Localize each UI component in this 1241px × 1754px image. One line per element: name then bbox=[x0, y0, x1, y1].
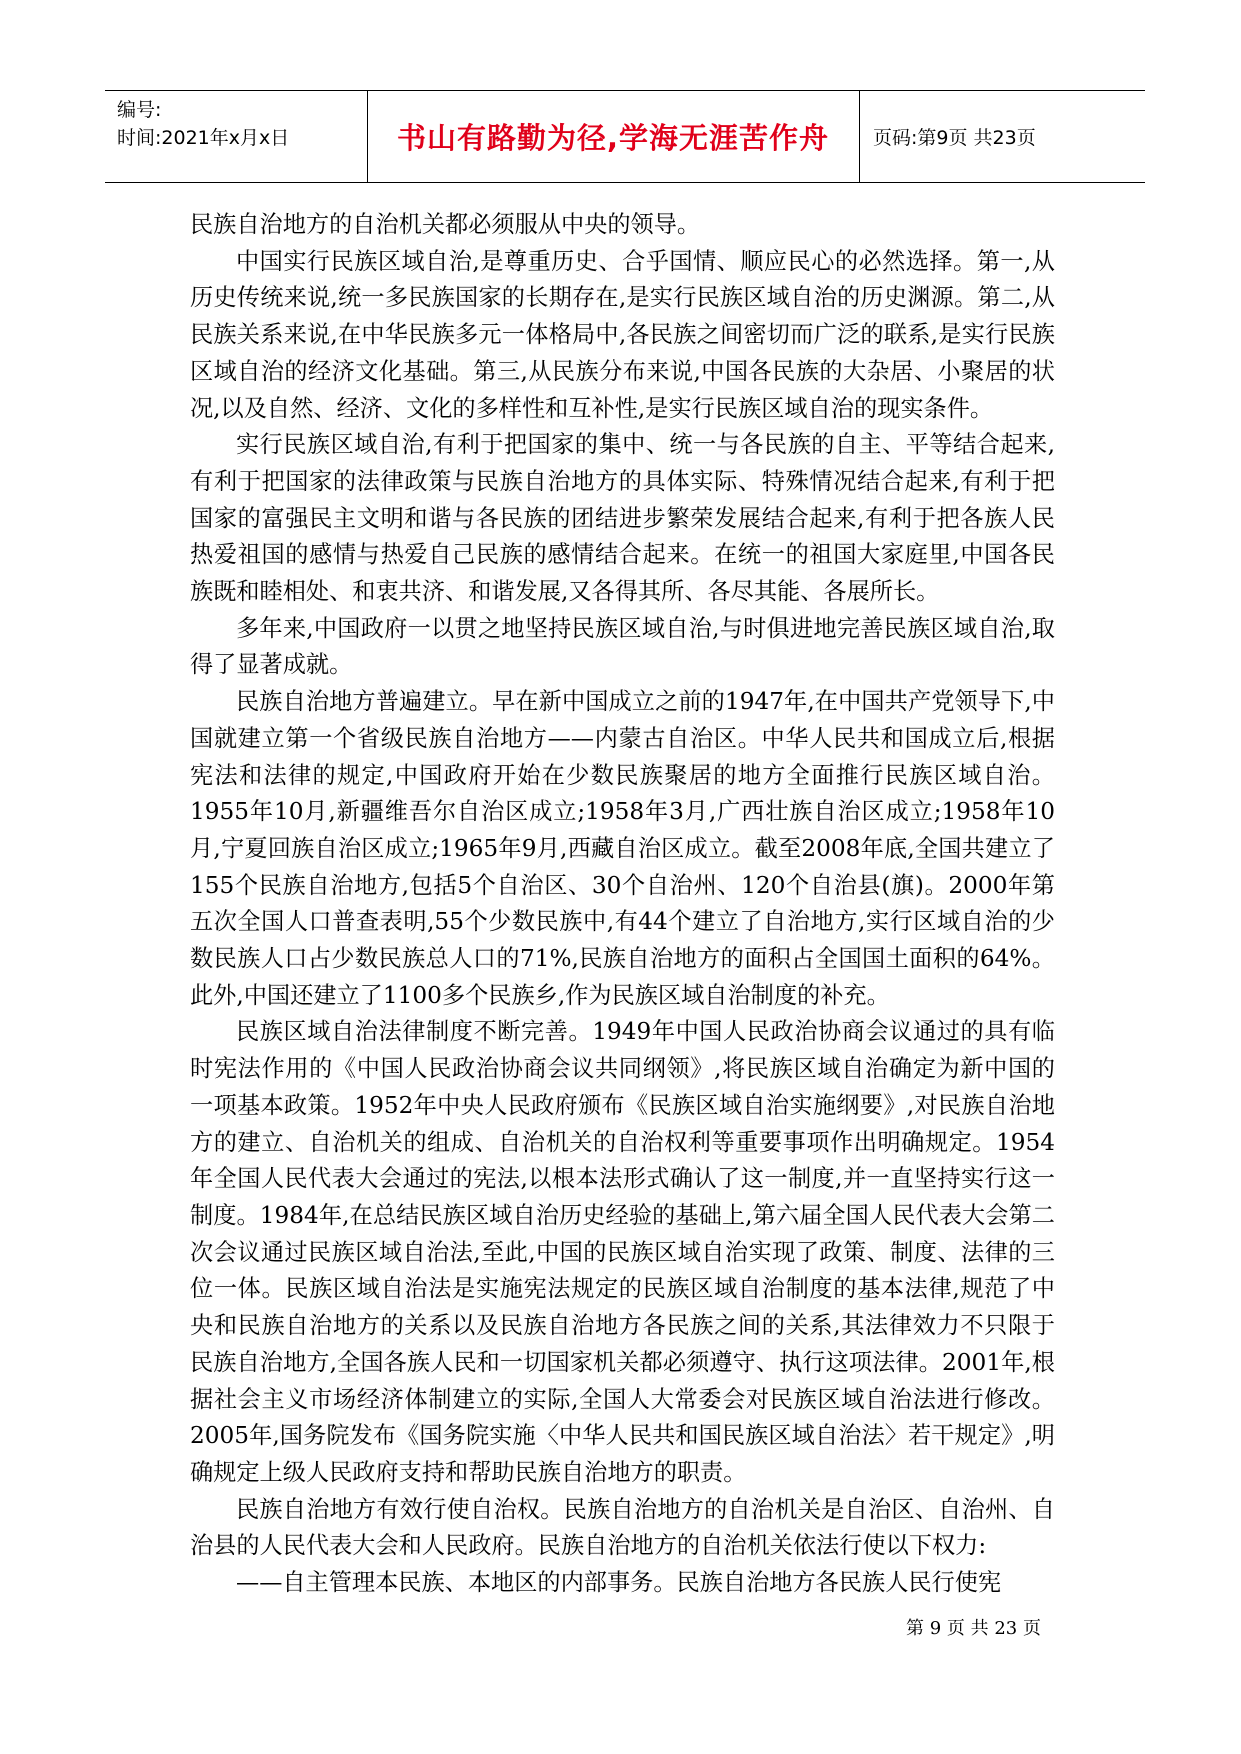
paragraph: 民族自治地方普遍建立。早在新中国成立之前的1947年,在中国共产党领导下,中国就建立第一个省级民族自治地方——内蒙古自治区。中华人民共和国成立后,根据宪法和法律的规定,中国政府开始在少数民族聚居的地方全面推行民族区域自治。1955年10月,新疆维吾尔自治区成立;1958年3月,广西壮族自治区成立;1958年10月,宁夏回族自治区成立;1965年9月,西藏自治区成立。截至2008年底,全国共建立了155个民族自治地方,包括5个自治区、30个自治州、120个自治县(旗)。2000年第五次全国人口普查表明,55个少数民族中,有44个建立了自治地方,实行区域自治的少数民族人口占少数民族总人口的71%,民族自治地方的面积占全国国土面积的64%。此外,中国还建立了1100多个民族乡,作为民族区域自治制度的补充。 bbox=[190, 688, 1055, 1009]
paragraph: ——自主管理本民族、本地区的内部事务。民族自治地方各民族人民行使宪 bbox=[236, 1569, 1002, 1597]
document-body bbox=[190, 207, 1055, 1602]
document-time-label: 时间:2021年x月x日 bbox=[117, 127, 290, 149]
paragraph: 多年来,中国政府一以贯之地坚持民族区域自治,与时俱进地完善民族区域自治,取得了显著成就。 bbox=[190, 614, 1055, 679]
paragraph: 中国实行民族区域自治,是尊重历史、合乎国情、顺应民心的必然选择。第一,从历史传统来说,统一多民族国家的长期存在,是实行民族区域自治的历史渊源。第二,从民族关系来说,在中华民族多元一体格局中,各民族之间密切而广泛的联系,是实行民族区域自治的经济文化基础。第三,从民族分布来说,中国各民族的大杂居、小聚居的状况,以及自然、经济、文化的多样性和互补性,是实行民族区域自治的现实条件。 bbox=[190, 247, 1055, 422]
page-header bbox=[105, 90, 1145, 183]
paragraph: 民族区域自治法律制度不断完善。1949年中国人民政治协商会议通过的具有临时宪法作用的《中国人民政治协商会议共同纲领》,将民族区域自治确定为新中国的一项基本政策。1952年中央人民政府颁布《民族区域自治实施纲要》,对民族自治地方的建立、自治机关的组成、自治机关的自治权利等重要事项作出明确规定。1954年全国人民代表大会通过的宪法,以根本法形式确认了这一制度,并一直坚持实行这一制度。1984年,在总结民族区域自治历史经验的基础上,第六届全国人民代表大会第二次会议通过民族区域自治法,至此,中国的民族区域自治实现了政策、制度、法律的三位一体。民族区域自治法是实施宪法规定的民族区域自治制度的基本法律,规范了中央和民族自治地方的关系以及民族自治地方各民族之间的关系,其法律效力不只限于民族自治地方,全国各族人民和一切国家机关都必须遵守、执行这项法律。2001年,根据社会主义市场经济体制建立的实际,全国人大常委会对民族区域自治法进行修改。2005年,国务院发布《国务院实施〈中华人民共和国民族区域自治法〉若干规定》,明确规定上级人民政府支持和帮助民族自治地方的职责。 bbox=[190, 1018, 1055, 1486]
header-motto: 书山有路勤为径,学海无涯苦作舟 bbox=[396, 121, 830, 155]
paragraph: 民族自治地方的自治机关都必须服从中央的领导。 bbox=[190, 211, 701, 238]
paragraph: 民族自治地方有效行使自治权。民族自治地方的自治机关是自治区、自治州、自治县的人民代表大会和人民政府。民族自治地方的自治机关依法行使以下权力: bbox=[190, 1495, 1055, 1560]
document-number-label: 编号: bbox=[117, 99, 162, 121]
page-footer: 第 9 页 共 23 页 bbox=[906, 1618, 1041, 1639]
paragraph: 实行民族区域自治,有利于把国家的集中、统一与各民族的自主、平等结合起来,有利于把国家的法律政策与民族自治地方的具体实际、特殊情况结合起来,有利于把国家的富强民主文明和谐与各民族的团结进步繁荣发展结合起来,有利于把各族人民热爱祖国的感情与热爱自己民族的感情结合起来。在统一的祖国大家庭里,中国各民族既和睦相处、和衷共济、和谐发展,又各得其所、各尽其能、各展所长。 bbox=[190, 431, 1055, 606]
header-info bbox=[117, 96, 289, 152]
header-divider-right bbox=[859, 90, 860, 183]
header-page-number: 页码:第9页 共23页 bbox=[873, 127, 1036, 149]
